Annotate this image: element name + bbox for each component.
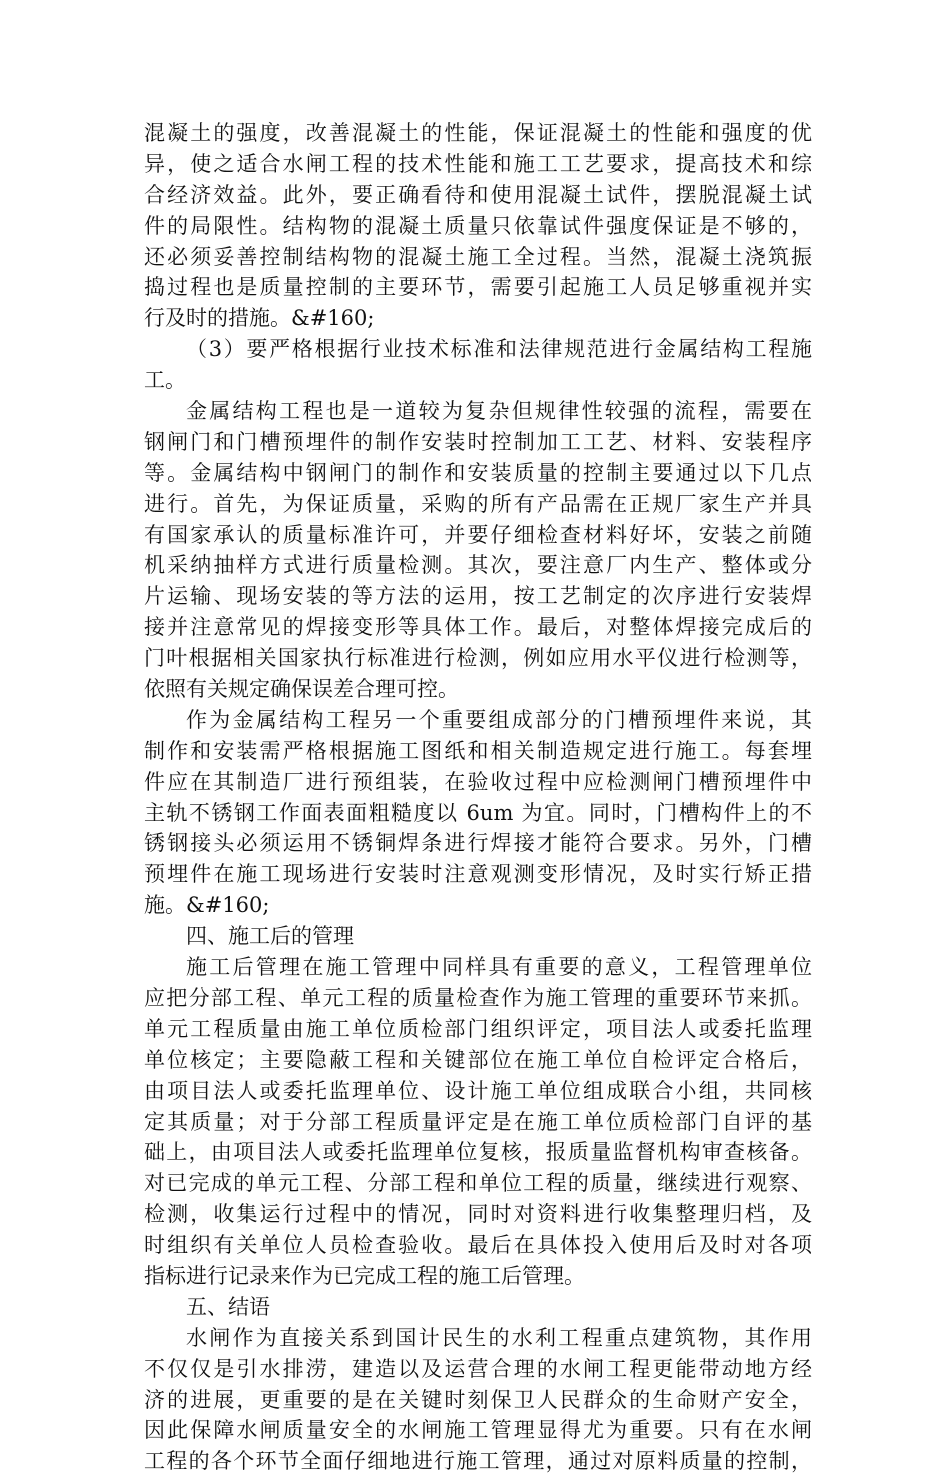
paragraph-post-construction (144, 952, 812, 1292)
text-line: 行及时的措施。&#160; (144, 306, 375, 331)
text-line: 水闸作为直接关系到国计民生的水利工程重点建筑物，其作用 (186, 1325, 812, 1350)
text-line: 锈钢接头必须运用不锈铜焊条进行焊接才能符合要求。另外，门槽 (144, 831, 812, 856)
text-line: 预埋件在施工现场进行安装时注意观测变形情况，及时实行矫正措 (144, 862, 812, 887)
text-line: 合经济效益。此外，要正确看待和使用混凝土试件，摆脱混凝土试 (144, 182, 812, 207)
text-line: 施工后管理在施工管理中同样具有重要的意义，工程管理单位 (186, 955, 812, 980)
text-line: 等。金属结构中钢闸门的制作和安装质量的控制主要通过以下几点 (144, 460, 812, 485)
text-line: 单位核定；主要隐蔽工程和关键部位在施工单位自检评定合格后， (144, 1047, 812, 1072)
paragraph-gate-slot (144, 705, 812, 921)
text-line: 机采纳抽样方式进行质量检测。其次，要注意厂内生产、整体或分 (144, 553, 812, 578)
text-line: 主轨不锈钢工作面表面粗糙度以 6um 为宜。同时，门槽构件上的不 (144, 800, 812, 825)
text-line: 单元工程质量由施工单位质检部门组织评定，项目法人或委托监理 (144, 1016, 812, 1041)
paragraph-metal-structure-heading (144, 334, 812, 396)
text-line: 施。&#160; (144, 893, 270, 918)
paragraph-concrete-quality (144, 118, 812, 334)
text-line: 不仅仅是引水排涝，建造以及运营合理的水闸工程更能带动地方经 (144, 1356, 812, 1381)
document-page (144, 118, 812, 1477)
text-line: 片运输、现场安装的等方法的运用，按工艺制定的次序进行安装焊 (144, 584, 812, 609)
text-line: 对已完成的单元工程、分部工程和单位工程的质量，继续进行观察、 (144, 1171, 812, 1196)
text-line: 捣过程也是质量控制的主要环节，需要引起施工人员足够重视并实 (144, 275, 812, 300)
text-line: 应把分部工程、单元工程的质量检查作为施工管理的重要环节来抓。 (144, 985, 812, 1010)
text-line: 混凝土的强度，改善混凝土的性能，保证混凝土的性能和强度的优 (144, 121, 812, 145)
text-line: 门叶根据相关国家执行标准进行检测，例如应用水平仪进行检测等， (144, 646, 812, 671)
text-line: 制作和安装需严格根据施工图纸和相关制造规定进行施工。每套埋 (144, 738, 812, 763)
text-line: 定其质量；对于分部工程质量评定是在施工单位质检部门自评的基 (144, 1109, 812, 1134)
text-line: 还必须妥善控制结构物的混凝土施工全过程。当然，混凝土浇筑振 (144, 244, 812, 269)
text-line: 指标进行记录来作为已完成工程的施工后管理。 (144, 1263, 585, 1288)
section-heading-five (144, 1292, 812, 1323)
text-line: 济的进展，更重要的是在关键时刻保卫人民群众的生命财产安全， (144, 1387, 812, 1412)
text-line: 时组织有关单位人员检查验收。最后在具体投入使用后及时对各项 (144, 1233, 812, 1258)
text-line: 工。 (144, 368, 186, 393)
text-line: 件的局限性。结构物的混凝土质量只依靠试件强度保证是不够的， (144, 213, 812, 238)
text-line: 异，使之适合水闸工程的技术性能和施工工艺要求，提高技术和综 (144, 151, 812, 176)
text-line: 钢闸门和门槽预埋件的制作安装时控制加工工艺、材料、安装程序 (144, 429, 812, 454)
section-heading-text: 五、结语 (186, 1294, 270, 1319)
text-line: 工程的各个环节全面仔细地进行施工管理，通过对原料质量的控制， (144, 1449, 812, 1474)
paragraph-conclusion (144, 1323, 812, 1477)
text-line: 件应在其制造厂进行预组装，在验收过程中应检测闸门槽预埋件中 (144, 769, 812, 794)
text-line: 检测，收集运行过程中的情况，同时对资料进行收集整理归档，及 (144, 1202, 812, 1227)
text-line: 有国家承认的质量标准许可，并要仔细检查材料好坏，安装之前随 (144, 522, 812, 547)
section-heading-four (144, 921, 812, 952)
text-line: 依照有关规定确保误差合理可控。 (144, 677, 459, 702)
paragraph-metal-structure (144, 396, 812, 705)
text-line: 因此保障水闸质量安全的水闸施工管理显得尤为重要。只有在水闸 (144, 1418, 812, 1443)
text-line: 作为金属结构工程另一个重要组成部分的门槽预埋件来说，其 (186, 707, 812, 732)
text-line: 础上，由项目法人或委托监理单位复核，报质量监督机构审查核备。 (144, 1140, 812, 1165)
section-heading-text: 四、施工后的管理 (186, 924, 354, 949)
text-line: 进行。首先，为保证质量，采购的所有产品需在正规厂家生产并具 (144, 491, 812, 516)
text-line: 金属结构工程也是一道较为复杂但规律性较强的流程，需要在 (186, 399, 812, 424)
text-line: 接并注意常见的焊接变形等具体工作。最后，对整体焊接完成后的 (144, 615, 812, 640)
text-line: 由项目法人或委托监理单位、设计施工单位组成联合小组，共同核 (144, 1078, 812, 1103)
text-line: （3）要严格根据行业技术标准和法律规范进行金属结构工程施 (186, 337, 812, 362)
